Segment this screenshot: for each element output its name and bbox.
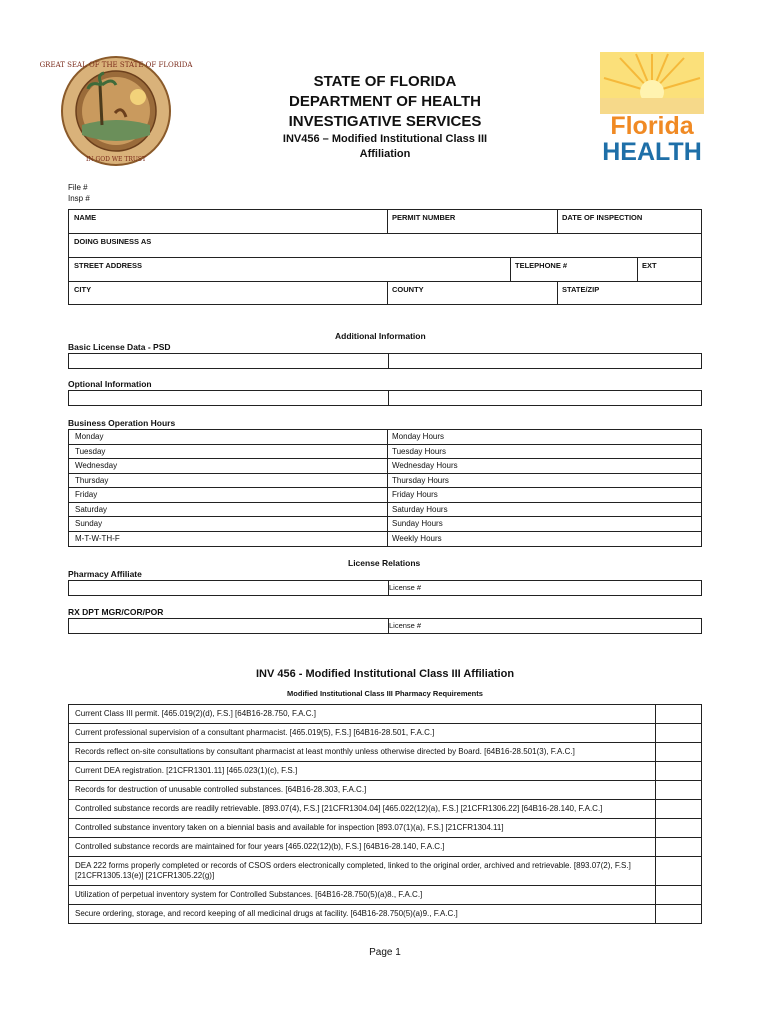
requirement-row [69,762,701,781]
requirements-heading: Modified Institutional Class III Pharmacy Requirements [287,689,483,698]
page-number: Page 1 [369,947,401,958]
hours-field[interactable]: Tuesday Hours [392,446,446,456]
day-label: Monday [69,430,388,444]
hours-field[interactable]: Wednesday Hours [392,461,458,470]
hours-field[interactable]: Sunday Hours [392,519,443,528]
requirement-text: Controlled substance records are maintained for four years [465.022(12)(b), F.S.] [64B16-28.140, F.A.C.] [69,838,656,856]
requirement-row [69,886,701,905]
requirement-text: Controlled substance inventory taken on a biennial basis and available for inspection [893.07(1)(a), F.S.] [21CFR1304.11] [69,819,656,837]
form-subtitle [255,132,515,162]
requirement-text: Records reflect on-site consultations by consultant pharmacist at least monthly unless otherwise directed by Board. [64B16-28.501(3), F.A.C.] [69,743,656,761]
requirement-row [69,857,701,886]
state-seal-logo [39,55,193,167]
page-title [235,72,535,132]
rx-dpt-input-row[interactable] [68,618,702,634]
hours-field[interactable]: Thursday Hours [392,475,449,485]
title-line-investigative: INVESTIGATIVE SERVICES [288,113,482,130]
logo-word-health: HEALTH [602,138,702,166]
day-label: Friday [69,488,388,502]
hours-row-weekly [69,532,701,547]
requirement-checkbox[interactable] [656,857,701,885]
requirement-row [69,724,701,743]
rx-dpt-heading: RX DPT MGR/COR/POR [68,607,164,617]
title-line-state: STATE OF FLORIDA [313,73,457,90]
business-hours-table [68,429,702,547]
file-number-label: File # [68,183,88,192]
pharmacy-affiliate-heading: Pharmacy Affiliate [68,569,142,579]
requirement-checkbox[interactable] [656,800,701,818]
hours-row-tuesday [69,445,701,460]
requirement-text: Current DEA registration. [21CFR1301.11] [465.023(1)(c), F.S.] [69,762,656,780]
seal-text: GREAT SEAL OF THE STATE OF FLORIDA [39,61,193,69]
day-label: Sunday [69,517,388,531]
hours-row-monday [69,430,701,445]
requirement-row [69,838,701,857]
requirement-checkbox[interactable] [656,905,701,923]
requirement-row [69,800,701,819]
requirement-checkbox[interactable] [656,819,701,837]
logo-word-florida: Florida [610,112,694,140]
requirement-text: Utilization of perpetual inventory system for Controlled Substances. [64B16-28.750(5)(a)8., F.A.C.] [69,886,656,904]
requirement-checkbox[interactable] [656,724,701,742]
hours-field[interactable]: Saturday Hours [392,504,448,514]
requirement-checkbox[interactable] [656,705,701,723]
requirement-text: Current Class III permit. [465.019(2)(d), F.S.] [64B16-28.750, F.A.C.] [69,705,656,723]
requirement-checkbox[interactable] [656,886,701,904]
permit-number-field[interactable]: PERMIT NUMBER [392,213,456,222]
requirement-text: DEA 222 forms properly completed or records of CSOS orders electronically completed, linked to the original order, archived and retrievable. [893.07(2), F.S.] [21CFR1305.13(e)] [21CFR1305.22(g)] [69,857,656,885]
requirements-table [68,704,702,924]
requirement-checkbox[interactable] [656,762,701,780]
seal-motto: IN GOD WE TRUST [85,156,147,163]
county-field[interactable]: COUNTY [392,285,424,294]
license-relations-heading: License Relations [348,558,421,568]
requirement-checkbox[interactable] [656,781,701,799]
requirement-row [69,781,701,800]
requirement-text: Controlled substance records are readily retrievable. [893.07(4), F.S.] [21CFR1304.04] [465.022(12)(a), F.S.] [21CFR1306.22] [64B16-28.140, F.A.C.] [69,800,656,818]
requirement-text: Records for destruction of unusable controlled substances. [64B16-28.303, F.A.C.] [69,781,656,799]
florida-health-logo [600,52,704,164]
basic-license-heading: Basic License Data - PSD [68,342,171,352]
subtitle-line-1: INV456 – Modified Institutional Class III [282,133,488,145]
optional-information-heading: Optional Information [68,379,152,389]
pharmacy-affiliate-license-field[interactable]: License # [389,583,422,592]
hours-field[interactable]: Weekly Hours [392,533,442,543]
day-label: Tuesday [69,445,388,459]
state-zip-field[interactable]: STATE/ZIP [562,285,600,294]
requirement-row [69,819,701,838]
day-label: M-T-W-TH-F [69,532,388,547]
title-line-department: DEPARTMENT OF HEALTH [289,93,481,110]
name-field[interactable]: NAME [74,213,97,222]
basic-license-input-row[interactable] [68,353,702,369]
day-label: Thursday [69,474,388,488]
optional-information-input-row[interactable] [68,390,702,406]
rx-dpt-license-field[interactable]: License # [389,621,422,630]
subtitle-line-2: Affiliation [359,148,411,160]
business-hours-heading: Business Operation Hours [68,418,176,428]
day-label: Wednesday [69,459,388,473]
street-address-field[interactable]: STREET ADDRESS [74,261,143,270]
requirement-checkbox[interactable] [656,743,701,761]
hours-row-wednesday [69,459,701,474]
requirement-text: Current professional supervision of a consultant pharmacist. [465.019(5), F.S.] [64B16-28.501, F.A.C.] [69,724,656,742]
inv-section-title: INV 456 - Modified Institutional Class III Affiliation [255,668,515,680]
hours-field[interactable]: Friday Hours [392,490,438,499]
requirement-row [69,905,701,923]
requirement-text: Secure ordering, storage, and record keeping of all medicinal drugs at facility. [64B16-28.750(5)(a)9., F.A.C.] [69,905,656,923]
pharmacy-affiliate-input-row[interactable] [68,580,702,596]
requirement-row [69,705,701,724]
telephone-field[interactable]: TELEPHONE # [515,261,568,270]
date-of-inspection-field[interactable]: DATE OF INSPECTION [562,213,643,222]
requirement-row [69,743,701,762]
hours-row-saturday [69,503,701,518]
requirement-checkbox[interactable] [656,838,701,856]
hours-row-sunday [69,517,701,532]
doing-business-as-field[interactable]: DOING BUSINESS AS [74,237,152,246]
ext-field[interactable]: EXT [642,261,657,270]
hours-row-thursday [69,474,701,489]
additional-information-heading: Additional Information [335,331,426,341]
hours-row-friday [69,488,701,503]
city-field[interactable]: CITY [74,285,92,294]
hours-field[interactable]: Monday Hours [392,432,445,441]
day-label: Saturday [69,503,388,517]
insp-number-label: Insp # [68,194,90,203]
